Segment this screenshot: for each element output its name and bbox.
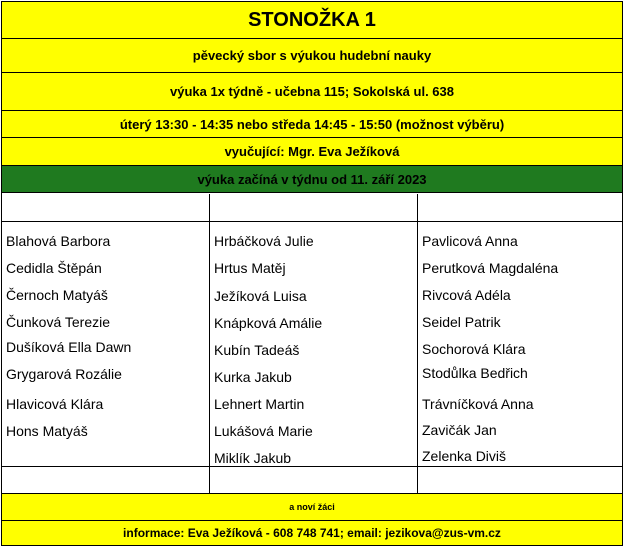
student-name: Zavičák Jan xyxy=(422,422,497,438)
student-name: Miklík Jakub xyxy=(214,450,292,466)
student-name: Seidel Patrik xyxy=(422,314,501,330)
info-line-times: úterý 13:30 - 14:35 nebo středa 14:45 - 15:50 (možnost výběru) xyxy=(2,111,622,138)
student-name: Pavlicová Anna xyxy=(422,233,518,249)
start-notice: výuka začíná v týdnu od 11. září 2023 xyxy=(2,166,622,193)
page-title: STONOŽKA 1 xyxy=(2,2,622,39)
student-name: Hrtus Matěj xyxy=(214,260,286,276)
student-name xyxy=(2,441,209,468)
student-column-1 xyxy=(2,194,210,494)
student-name: Hrbáčková Julie xyxy=(214,233,314,249)
student-name: Kubín Tadeáš xyxy=(214,342,300,358)
student-name: Lukášová Marie xyxy=(214,423,313,439)
student-name: Cedidla Štěpán xyxy=(6,260,102,276)
student-name: Stodůlka Bedřich xyxy=(422,365,528,381)
student-grid xyxy=(2,194,622,494)
student-name: Hlavicová Klára xyxy=(6,396,104,412)
new-students-note: a noví žáci xyxy=(2,494,622,521)
contact-info: informace: Eva Ježíková - 608 748 741; email: jezikova@zus-vm.cz xyxy=(2,521,622,545)
student-name: Knápková Amálie xyxy=(214,315,323,331)
info-line-choir: pěvecký sbor s výukou hudební nauky xyxy=(2,39,622,73)
student-name: Grygarová Rozálie xyxy=(6,366,122,382)
student-name: Hons Matyáš xyxy=(6,423,88,439)
info-line-schedule: výuka 1x týdně - učebna 115; Sokolská ul. 638 xyxy=(2,73,622,111)
student-name: Čunková Terezie xyxy=(6,314,111,330)
timetable-sheet xyxy=(1,1,623,546)
info-line-teacher: vyučující: Mgr. Eva Ježíková xyxy=(2,138,622,166)
student-name: Rivcová Adéla xyxy=(422,287,511,303)
student-name: Sochorová Klára xyxy=(422,341,526,357)
student-column-2 xyxy=(210,194,418,494)
student-name: Zelenka Diviš xyxy=(422,448,507,464)
student-name: Lehnert Martin xyxy=(214,396,305,412)
student-name: Dušíková Ella Dawn xyxy=(6,339,132,355)
student-column-3 xyxy=(418,194,622,494)
student-name: Blahová Barbora xyxy=(6,233,111,249)
student-name: Ježíková Luisa xyxy=(214,288,307,304)
student-name: Kurka Jakub xyxy=(214,369,292,385)
student-name: Trávníčková Anna xyxy=(422,396,534,412)
grid-line xyxy=(2,221,622,222)
student-name: Černoch Matyáš xyxy=(6,287,108,303)
grid-line xyxy=(2,466,622,467)
student-name: Perutková Magdaléna xyxy=(422,260,559,276)
